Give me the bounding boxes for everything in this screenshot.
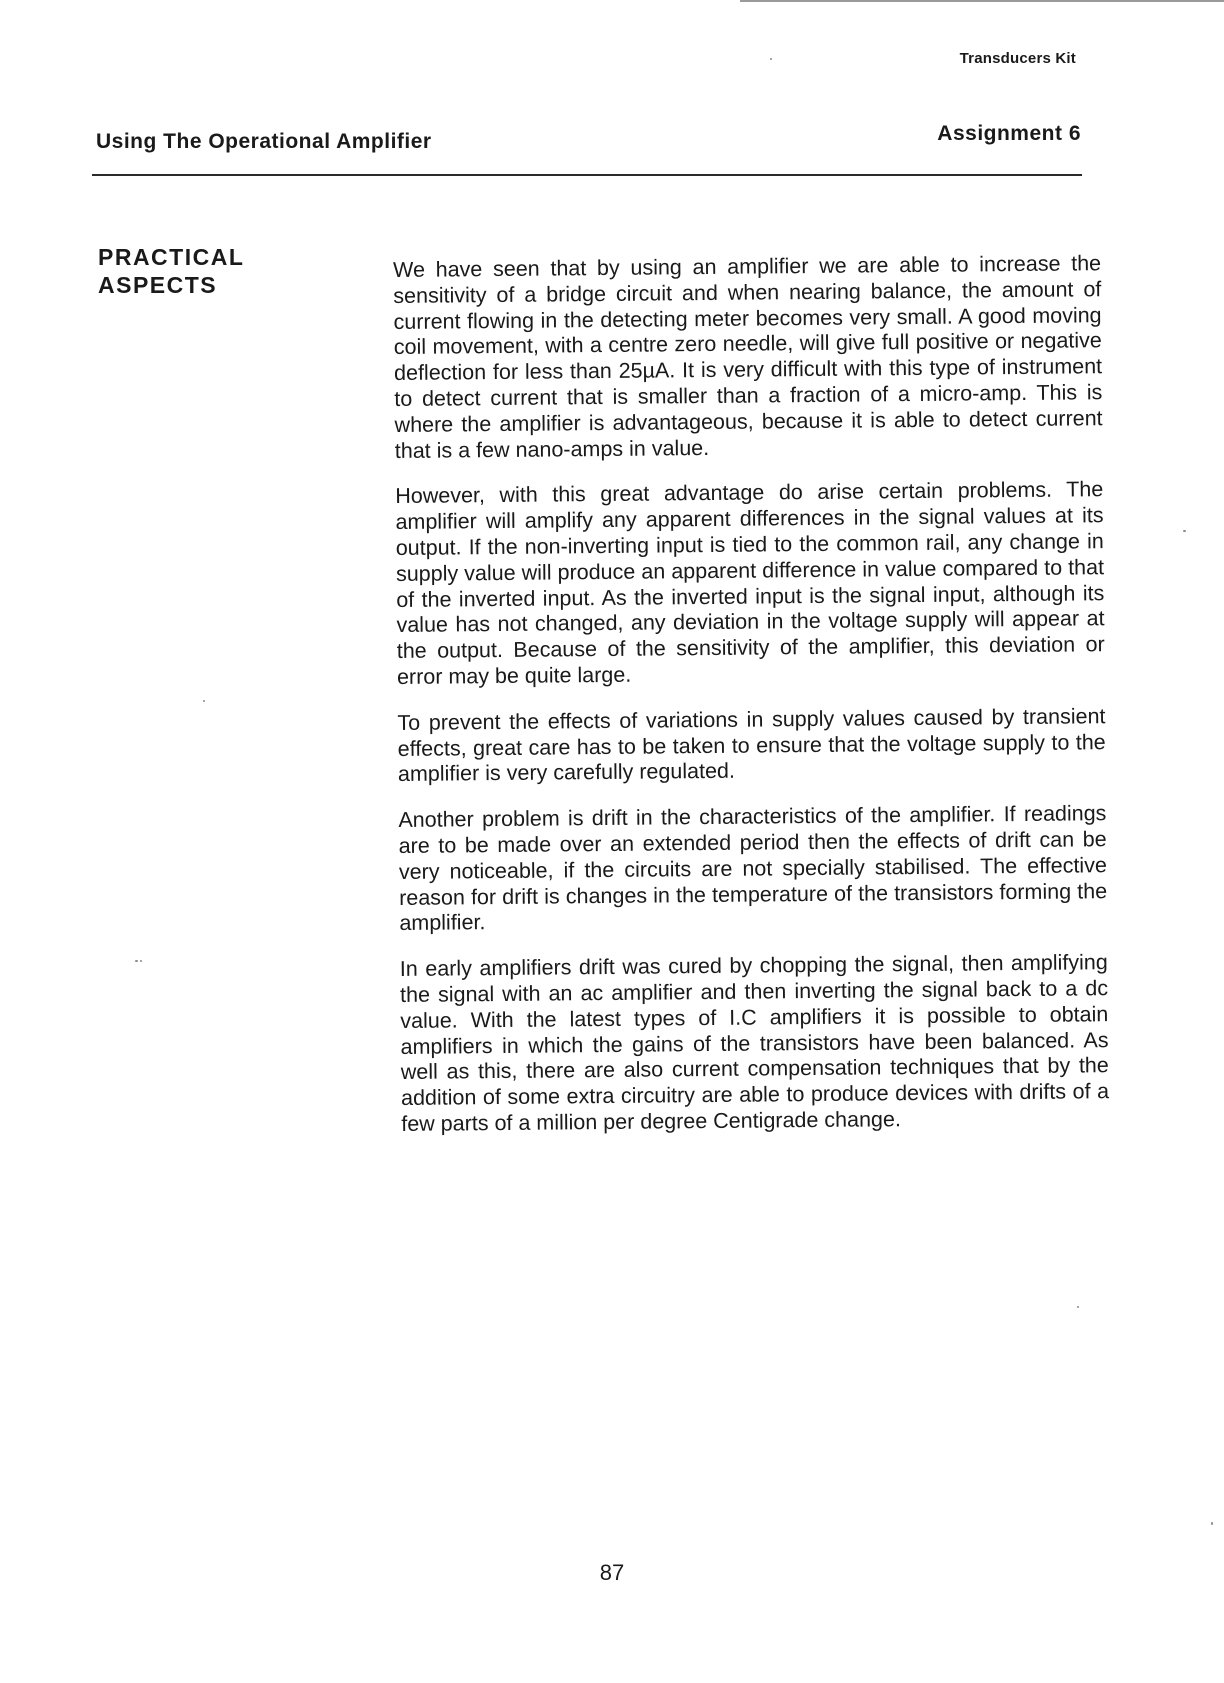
scan-speck — [135, 960, 138, 962]
paragraph: In early amplifiers drift was cured by chopping the signal, then amplifying the signal with an ac amplifier and then inverting the signal back to a dc value. With the latest types of I.C amplifiers it is possible to obtain amplifiers in which the gains of the transistors have been balanced. As well as this, there are also current compensation techniques that by the addition of some extra circuitry are able to produce devices with drifts of a few parts of a million per degree Centigrade change. — [399, 950, 1110, 1136]
section-heading-line-1: PRACTICAL — [98, 244, 245, 270]
paragraph: We have seen that by using an amplifier we are able to increase the sensitivity of a bridge circuit and when nearing balance, the amount of current flowing in the detecting meter becomes very small. A good moving coil movement, with a centre zero needle, will give full positive or negative deflection for less than 25µA. It is very difficult with this type of instrument to detect current that is smaller than a fraction of a micro-amp. This is where the amplifier is advantageous, because it is able to detect current that is a few nano-amps in value. — [393, 251, 1103, 463]
paragraph: However, with this great advantage do arise certain problems. The amplifier will amplify any apparent differences in the signal values at its output. If the non-inverting input is tied to the common rail, any change in supply value will produce an apparent difference in value compared to that of the inverted input. As the inverted input is the signal input, although its value has not changed, any deviation in the voltage supply will appear at the output. Because of the sensitivity of the amplifier, this deviation or error may be quite large. — [395, 477, 1105, 689]
scan-speck — [770, 58, 772, 60]
scan-speck — [1211, 1522, 1213, 1525]
paragraph: Another problem is drift in the characteristics of the amplifier. If readings are to be made over an extended period then the effects of drift can be very noticeable, if the circuits are not specially stabilised. The effective reason for drift is changes in the temperature of the transistors forming the amplifier. — [398, 801, 1108, 936]
top-edge-rule — [740, 0, 1224, 2]
section-heading-line-2: ASPECTS — [98, 272, 218, 298]
scan-speck — [1077, 1306, 1079, 1308]
section-heading — [98, 243, 318, 299]
scan-speck — [203, 700, 205, 702]
assignment-label: Assignment 6 — [937, 122, 1081, 145]
header-divider — [92, 174, 1082, 176]
chapter-title: Using The Operational Amplifier — [96, 130, 432, 153]
body-text — [393, 251, 1110, 1157]
page-number: 87 — [599, 1560, 625, 1585]
paragraph: To prevent the effects of variations in supply values caused by transient effects, great care has to be taken to ensure that the voltage supply to the amplifier is very carefully regulated. — [397, 703, 1106, 787]
scan-speck — [1183, 530, 1186, 532]
scan-speck — [140, 960, 142, 962]
kit-label: Transducers Kit — [959, 50, 1076, 67]
